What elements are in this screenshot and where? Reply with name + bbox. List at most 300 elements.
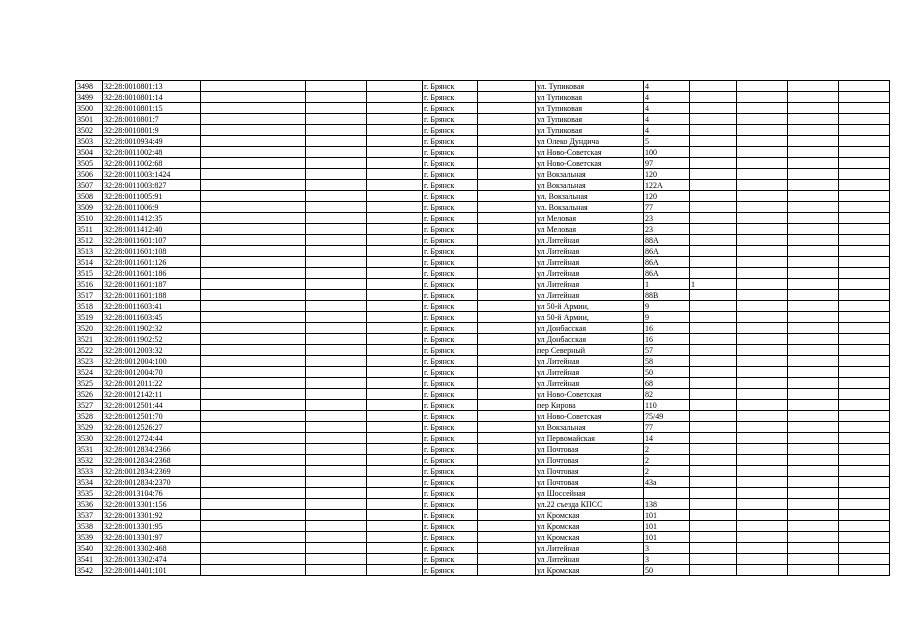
- empty-cell: [737, 301, 788, 312]
- cadastral-number-cell: 32:28:0012003:32: [103, 345, 201, 356]
- building-number-cell: [690, 290, 737, 301]
- house-number-cell: 2: [644, 455, 690, 466]
- empty-cell: [839, 312, 890, 323]
- house-number-cell: 138: [644, 499, 690, 510]
- empty-cell: [306, 202, 367, 213]
- empty-cell: [478, 565, 536, 576]
- building-number-cell: [690, 103, 737, 114]
- empty-cell: [839, 356, 890, 367]
- row-number-cell: 3539: [76, 532, 103, 543]
- building-number-cell: [690, 191, 737, 202]
- house-number-cell: 86А: [644, 246, 690, 257]
- empty-cell: [788, 125, 839, 136]
- empty-cell: [201, 180, 306, 191]
- cadastral-number-cell: 32:28:0012004:100: [103, 356, 201, 367]
- building-number-cell: [690, 224, 737, 235]
- house-number-cell: 1: [644, 279, 690, 290]
- empty-cell: [367, 279, 423, 290]
- empty-cell: [478, 290, 536, 301]
- row-number-cell: 3523: [76, 356, 103, 367]
- empty-cell: [306, 411, 367, 422]
- empty-cell: [367, 202, 423, 213]
- row-number-cell: 3508: [76, 191, 103, 202]
- empty-cell: [306, 103, 367, 114]
- empty-cell: [367, 290, 423, 301]
- street-cell: ул Меловая: [536, 224, 644, 235]
- empty-cell: [367, 411, 423, 422]
- empty-cell: [306, 180, 367, 191]
- empty-cell: [306, 312, 367, 323]
- cadastral-number-cell: 32:28:0012501:70: [103, 411, 201, 422]
- empty-cell: [201, 565, 306, 576]
- cadastral-number-cell: 32:28:0013301:92: [103, 510, 201, 521]
- empty-cell: [788, 202, 839, 213]
- house-number-cell: 88В: [644, 290, 690, 301]
- empty-cell: [478, 334, 536, 345]
- table-row: [76, 169, 890, 180]
- row-number-cell: 3527: [76, 400, 103, 411]
- table-row: [76, 345, 890, 356]
- building-number-cell: [690, 565, 737, 576]
- empty-cell: [839, 411, 890, 422]
- empty-cell: [478, 147, 536, 158]
- cadastral-number-cell: 32:28:0012834:2368: [103, 455, 201, 466]
- empty-cell: [788, 92, 839, 103]
- cadastral-number-cell: 32:28:0010801:13: [103, 81, 201, 92]
- empty-cell: [367, 114, 423, 125]
- empty-cell: [737, 444, 788, 455]
- empty-cell: [306, 235, 367, 246]
- empty-cell: [839, 543, 890, 554]
- empty-cell: [478, 158, 536, 169]
- city-cell: г. Брянск: [423, 334, 478, 345]
- empty-cell: [737, 477, 788, 488]
- empty-cell: [839, 488, 890, 499]
- empty-cell: [737, 279, 788, 290]
- street-cell: ул Литейная: [536, 279, 644, 290]
- empty-cell: [201, 422, 306, 433]
- empty-cell: [306, 455, 367, 466]
- empty-cell: [367, 246, 423, 257]
- empty-cell: [306, 510, 367, 521]
- empty-cell: [839, 191, 890, 202]
- street-cell: ул Литейная: [536, 290, 644, 301]
- table-row: [76, 114, 890, 125]
- empty-cell: [306, 400, 367, 411]
- empty-cell: [788, 103, 839, 114]
- empty-cell: [367, 532, 423, 543]
- empty-cell: [788, 81, 839, 92]
- house-number-cell: 5: [644, 136, 690, 147]
- empty-cell: [788, 433, 839, 444]
- house-number-cell: 110: [644, 400, 690, 411]
- row-number-cell: 3538: [76, 521, 103, 532]
- building-number-cell: [690, 268, 737, 279]
- building-number-cell: [690, 158, 737, 169]
- street-cell: ул Литейная: [536, 378, 644, 389]
- empty-cell: [306, 158, 367, 169]
- house-number-cell: 43а: [644, 477, 690, 488]
- empty-cell: [201, 92, 306, 103]
- empty-cell: [737, 532, 788, 543]
- row-number-cell: 3536: [76, 499, 103, 510]
- building-number-cell: [690, 543, 737, 554]
- empty-cell: [201, 477, 306, 488]
- street-cell: ул Литейная: [536, 246, 644, 257]
- row-number-cell: 3512: [76, 235, 103, 246]
- empty-cell: [737, 312, 788, 323]
- table-row: [76, 543, 890, 554]
- building-number-cell: [690, 202, 737, 213]
- city-cell: г. Брянск: [423, 477, 478, 488]
- house-number-cell: 50: [644, 367, 690, 378]
- empty-cell: [201, 378, 306, 389]
- table-row: [76, 521, 890, 532]
- empty-cell: [367, 268, 423, 279]
- empty-cell: [839, 213, 890, 224]
- empty-cell: [839, 257, 890, 268]
- street-cell: ул Вокзальная: [536, 180, 644, 191]
- city-cell: г. Брянск: [423, 565, 478, 576]
- empty-cell: [201, 433, 306, 444]
- building-number-cell: [690, 312, 737, 323]
- empty-cell: [306, 345, 367, 356]
- empty-cell: [201, 554, 306, 565]
- row-number-cell: 3505: [76, 158, 103, 169]
- building-number-cell: [690, 301, 737, 312]
- empty-cell: [839, 554, 890, 565]
- cadastral-number-cell: 32:28:0012526:27: [103, 422, 201, 433]
- empty-cell: [367, 81, 423, 92]
- empty-cell: [367, 466, 423, 477]
- empty-cell: [478, 268, 536, 279]
- street-cell: ул Кромская: [536, 565, 644, 576]
- empty-cell: [839, 334, 890, 345]
- empty-cell: [306, 521, 367, 532]
- empty-cell: [737, 521, 788, 532]
- city-cell: г. Брянск: [423, 235, 478, 246]
- empty-cell: [839, 246, 890, 257]
- empty-cell: [367, 345, 423, 356]
- empty-cell: [306, 213, 367, 224]
- city-cell: г. Брянск: [423, 411, 478, 422]
- empty-cell: [201, 290, 306, 301]
- empty-cell: [201, 356, 306, 367]
- empty-cell: [201, 532, 306, 543]
- empty-cell: [737, 433, 788, 444]
- empty-cell: [788, 378, 839, 389]
- cadastral-number-cell: 32:28:0012834:2370: [103, 477, 201, 488]
- empty-cell: [737, 411, 788, 422]
- empty-cell: [201, 81, 306, 92]
- empty-cell: [201, 125, 306, 136]
- table-row: [76, 235, 890, 246]
- empty-cell: [737, 191, 788, 202]
- empty-cell: [478, 499, 536, 510]
- house-number-cell: 16: [644, 323, 690, 334]
- empty-cell: [788, 565, 839, 576]
- building-number-cell: [690, 125, 737, 136]
- street-cell: ул Меловая: [536, 213, 644, 224]
- empty-cell: [839, 455, 890, 466]
- empty-cell: [737, 323, 788, 334]
- empty-cell: [306, 114, 367, 125]
- house-number-cell: 120: [644, 169, 690, 180]
- cadastral-number-cell: 32:28:0011006:9: [103, 202, 201, 213]
- empty-cell: [478, 103, 536, 114]
- empty-cell: [306, 224, 367, 235]
- empty-cell: [478, 323, 536, 334]
- house-number-cell: 9: [644, 301, 690, 312]
- empty-cell: [737, 290, 788, 301]
- empty-cell: [201, 389, 306, 400]
- empty-cell: [306, 532, 367, 543]
- empty-cell: [788, 158, 839, 169]
- cadastral-number-cell: 32:28:0011412:40: [103, 224, 201, 235]
- empty-cell: [788, 169, 839, 180]
- empty-cell: [839, 433, 890, 444]
- empty-cell: [478, 81, 536, 92]
- empty-cell: [839, 323, 890, 334]
- row-number-cell: 3531: [76, 444, 103, 455]
- empty-cell: [201, 114, 306, 125]
- empty-cell: [306, 334, 367, 345]
- empty-cell: [839, 477, 890, 488]
- cadastral-number-cell: 32:28:0011002:48: [103, 147, 201, 158]
- empty-cell: [478, 378, 536, 389]
- empty-cell: [201, 400, 306, 411]
- empty-cell: [478, 422, 536, 433]
- street-cell: ул Почтовая: [536, 444, 644, 455]
- empty-cell: [478, 466, 536, 477]
- row-number-cell: 3540: [76, 543, 103, 554]
- empty-cell: [839, 389, 890, 400]
- empty-cell: [737, 510, 788, 521]
- cadastral-number-cell: 32:28:0010801:14: [103, 92, 201, 103]
- building-number-cell: [690, 455, 737, 466]
- empty-cell: [839, 444, 890, 455]
- table-row: [76, 334, 890, 345]
- empty-cell: [839, 114, 890, 125]
- street-cell: ул Тупиковая: [536, 125, 644, 136]
- empty-cell: [306, 422, 367, 433]
- empty-cell: [737, 202, 788, 213]
- empty-cell: [367, 444, 423, 455]
- empty-cell: [367, 103, 423, 114]
- empty-cell: [737, 466, 788, 477]
- row-number-cell: 3507: [76, 180, 103, 191]
- empty-cell: [201, 202, 306, 213]
- city-cell: г. Брянск: [423, 125, 478, 136]
- row-number-cell: 3511: [76, 224, 103, 235]
- table-row: [76, 532, 890, 543]
- empty-cell: [788, 389, 839, 400]
- table-row: [76, 103, 890, 114]
- house-number-cell: 101: [644, 532, 690, 543]
- row-number-cell: 3524: [76, 367, 103, 378]
- cadastral-number-cell: 32:28:0013302:468: [103, 543, 201, 554]
- empty-cell: [367, 455, 423, 466]
- city-cell: г. Брянск: [423, 180, 478, 191]
- building-number-cell: [690, 257, 737, 268]
- table-row: [76, 213, 890, 224]
- empty-cell: [201, 466, 306, 477]
- street-cell: ул Шоссейная: [536, 488, 644, 499]
- street-cell: ул Донбасская: [536, 323, 644, 334]
- empty-cell: [478, 257, 536, 268]
- street-cell: ул Тупиковая: [536, 114, 644, 125]
- empty-cell: [367, 400, 423, 411]
- cadastral-number-cell: 32:28:0012724:44: [103, 433, 201, 444]
- empty-cell: [367, 422, 423, 433]
- empty-cell: [201, 235, 306, 246]
- cadastral-number-cell: 32:28:0013302:474: [103, 554, 201, 565]
- row-number-cell: 3526: [76, 389, 103, 400]
- building-number-cell: [690, 235, 737, 246]
- row-number-cell: 3521: [76, 334, 103, 345]
- cadastral-number-cell: 32:28:0012142:11: [103, 389, 201, 400]
- building-number-cell: [690, 466, 737, 477]
- empty-cell: [737, 81, 788, 92]
- house-number-cell: 58: [644, 356, 690, 367]
- empty-cell: [737, 499, 788, 510]
- house-number-cell: 68: [644, 378, 690, 389]
- empty-cell: [201, 213, 306, 224]
- empty-cell: [737, 103, 788, 114]
- table-row: [76, 554, 890, 565]
- empty-cell: [839, 279, 890, 290]
- house-number-cell: 4: [644, 114, 690, 125]
- street-cell: ул Литейная: [536, 367, 644, 378]
- house-number-cell: 4: [644, 92, 690, 103]
- empty-cell: [306, 92, 367, 103]
- house-number-cell: 3: [644, 543, 690, 554]
- row-number-cell: 3504: [76, 147, 103, 158]
- empty-cell: [478, 136, 536, 147]
- empty-cell: [839, 224, 890, 235]
- empty-cell: [306, 301, 367, 312]
- row-number-cell: 3520: [76, 323, 103, 334]
- empty-cell: [478, 356, 536, 367]
- empty-cell: [201, 411, 306, 422]
- empty-cell: [367, 323, 423, 334]
- empty-cell: [367, 224, 423, 235]
- empty-cell: [478, 345, 536, 356]
- row-number-cell: 3542: [76, 565, 103, 576]
- street-cell: ул Олеко Дундича: [536, 136, 644, 147]
- building-number-cell: [690, 378, 737, 389]
- empty-cell: [478, 532, 536, 543]
- empty-cell: [737, 257, 788, 268]
- house-number-cell: 75/49: [644, 411, 690, 422]
- street-cell: ул Почтовая: [536, 466, 644, 477]
- row-number-cell: 3529: [76, 422, 103, 433]
- empty-cell: [367, 92, 423, 103]
- house-number-cell: 77: [644, 202, 690, 213]
- empty-cell: [367, 433, 423, 444]
- empty-cell: [478, 488, 536, 499]
- cadastral-number-cell: 32:28:0011412:35: [103, 213, 201, 224]
- city-cell: г. Брянск: [423, 279, 478, 290]
- city-cell: г. Брянск: [423, 257, 478, 268]
- empty-cell: [306, 543, 367, 554]
- empty-cell: [367, 367, 423, 378]
- row-number-cell: 3533: [76, 466, 103, 477]
- cadastral-number-cell: 32:28:0012501:44: [103, 400, 201, 411]
- empty-cell: [478, 202, 536, 213]
- row-number-cell: 3528: [76, 411, 103, 422]
- cadastral-number-cell: 32:28:0011601:188: [103, 290, 201, 301]
- row-number-cell: 3498: [76, 81, 103, 92]
- empty-cell: [478, 477, 536, 488]
- empty-cell: [788, 488, 839, 499]
- empty-cell: [788, 136, 839, 147]
- empty-cell: [478, 510, 536, 521]
- city-cell: г. Брянск: [423, 268, 478, 279]
- city-cell: г. Брянск: [423, 114, 478, 125]
- cadastral-number-cell: 32:28:0011003:1424: [103, 169, 201, 180]
- house-number-cell: [644, 488, 690, 499]
- row-number-cell: 3537: [76, 510, 103, 521]
- table-row: [76, 257, 890, 268]
- table-row: [76, 202, 890, 213]
- empty-cell: [306, 433, 367, 444]
- cadastral-number-cell: 32:28:0010801:15: [103, 103, 201, 114]
- table-row: [76, 191, 890, 202]
- empty-cell: [788, 499, 839, 510]
- empty-cell: [788, 367, 839, 378]
- empty-cell: [737, 356, 788, 367]
- empty-cell: [367, 477, 423, 488]
- empty-cell: [737, 345, 788, 356]
- house-number-cell: 101: [644, 510, 690, 521]
- city-cell: г. Брянск: [423, 290, 478, 301]
- city-cell: г. Брянск: [423, 521, 478, 532]
- building-number-cell: [690, 345, 737, 356]
- street-cell: ул Литейная: [536, 356, 644, 367]
- house-number-cell: 23: [644, 213, 690, 224]
- empty-cell: [478, 554, 536, 565]
- table-row: [76, 455, 890, 466]
- cadastral-number-cell: 32:28:0011005:91: [103, 191, 201, 202]
- empty-cell: [306, 444, 367, 455]
- street-cell: ул. Тупиковая: [536, 81, 644, 92]
- empty-cell: [367, 554, 423, 565]
- empty-cell: [788, 356, 839, 367]
- row-number-cell: 3503: [76, 136, 103, 147]
- row-number-cell: 3517: [76, 290, 103, 301]
- row-number-cell: 3513: [76, 246, 103, 257]
- street-cell: пер Кирова: [536, 400, 644, 411]
- empty-cell: [306, 565, 367, 576]
- empty-cell: [478, 312, 536, 323]
- table-row: [76, 411, 890, 422]
- street-cell: ул 50-й Армии,: [536, 301, 644, 312]
- table-row: [76, 389, 890, 400]
- house-number-cell: 57: [644, 345, 690, 356]
- table-row: [76, 125, 890, 136]
- street-cell: ул Кромская: [536, 532, 644, 543]
- table-row: [76, 488, 890, 499]
- row-number-cell: 3515: [76, 268, 103, 279]
- empty-cell: [788, 422, 839, 433]
- empty-cell: [478, 191, 536, 202]
- building-number-cell: [690, 499, 737, 510]
- row-number-cell: 3502: [76, 125, 103, 136]
- empty-cell: [839, 92, 890, 103]
- city-cell: г. Брянск: [423, 444, 478, 455]
- city-cell: г. Брянск: [423, 532, 478, 543]
